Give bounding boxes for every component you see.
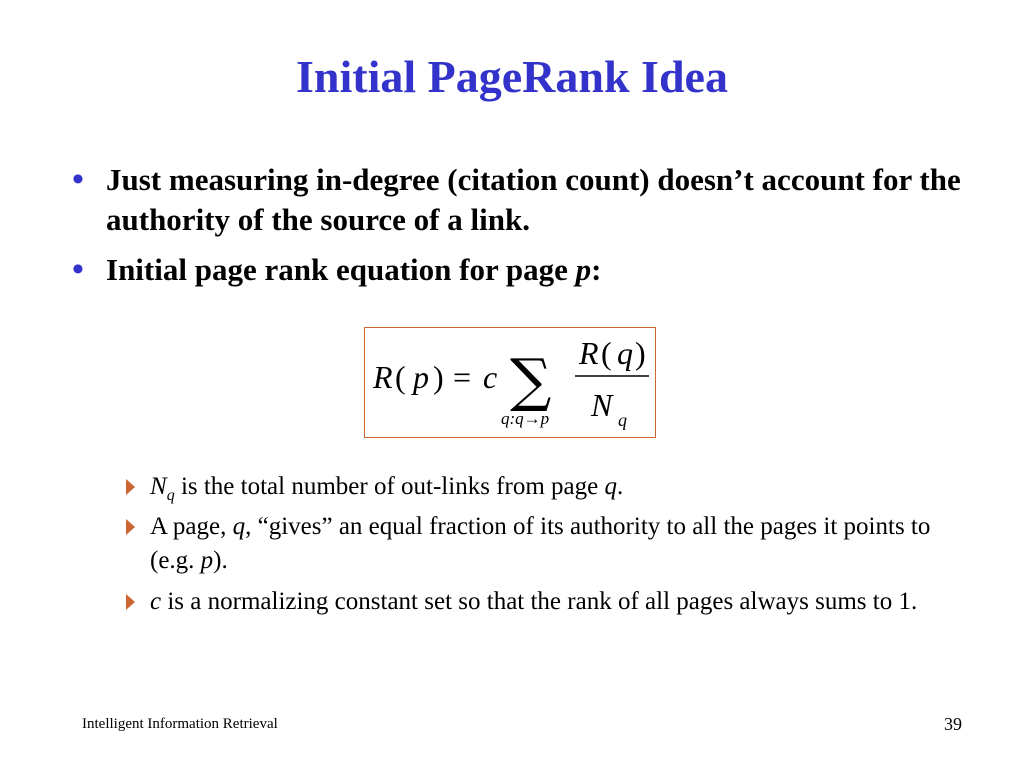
bullet-text (106, 250, 966, 290)
eq-denominator-n: N (591, 387, 613, 423)
eq-numerator-q: q (617, 335, 633, 371)
sub-bullet-text (150, 470, 940, 513)
eq-lhs-close-paren: ) (433, 359, 444, 395)
bullet-text-part: : (591, 252, 602, 287)
variable-subscript: q (166, 487, 175, 504)
eq-equals: = (453, 359, 472, 395)
eq-lhs-open-paren: ( (395, 359, 406, 395)
sub-bullet-text-part: , “gives” an equal fraction of its authority to all the pages it points to (e.g. (150, 513, 931, 574)
sub-bullet-item (126, 585, 946, 653)
eq-denominator-subscript: q (618, 410, 627, 430)
eq-lhs-r: R (373, 359, 393, 395)
triangle-bullet-icon (126, 519, 135, 535)
eq-sum-symbol: ∑ (510, 346, 552, 414)
sub-bullet-variable: q (604, 473, 617, 500)
sub-bullet-variable (150, 473, 175, 504)
footer-course-name: Intelligent Information Retrieval (82, 716, 278, 732)
sub-bullet-text-part: is the total number of out-links from page (174, 473, 605, 500)
eq-lhs-p: p (413, 359, 429, 395)
triangle-bullet-icon (126, 594, 135, 610)
sub-bullet-variable: q (232, 513, 246, 540)
sub-bullet-text-part: . (616, 473, 624, 500)
sub-bullet-text (150, 585, 940, 619)
sub-bullet-item (126, 470, 946, 504)
sub-bullet-variable: p (200, 547, 214, 574)
sub-bullet-text-part: A page, (150, 513, 233, 540)
sub-bullet-text-part: is a normalizing constant set so that the rank of all pages always sums to 1. (161, 588, 918, 615)
triangle-bullet-icon (126, 479, 135, 495)
bullet-dot-icon: • (72, 161, 84, 198)
eq-const-c: c (483, 359, 498, 395)
bullet-item (72, 250, 972, 290)
sub-bullet-text (150, 510, 940, 578)
bullet-variable: p (575, 252, 592, 287)
eq-sum-subscript: q:q→p (501, 409, 550, 428)
sub-bullet-text-part: ). (213, 547, 228, 574)
bullet-text-part: Initial page rank equation for page (106, 252, 576, 287)
bullet-item (72, 160, 972, 240)
eq-numerator-r: R (579, 335, 599, 371)
sub-bullet-item (126, 510, 946, 578)
slide-title: Initial PageRank Idea (296, 51, 728, 102)
eq-num-close-paren: ) (635, 335, 646, 371)
pagerank-equation-box (364, 327, 656, 438)
pagerank-equation (365, 328, 654, 436)
footer-page-number: 39 (944, 714, 962, 734)
variable-n: N (150, 473, 167, 500)
sub-bullet-variable: c (150, 588, 162, 615)
eq-num-open-paren: ( (601, 335, 612, 371)
bullet-text: Just measuring in-degree (citation count) doesn’t account for the authority of the source of a link. (106, 162, 961, 237)
bullet-dot-icon: • (72, 251, 84, 288)
